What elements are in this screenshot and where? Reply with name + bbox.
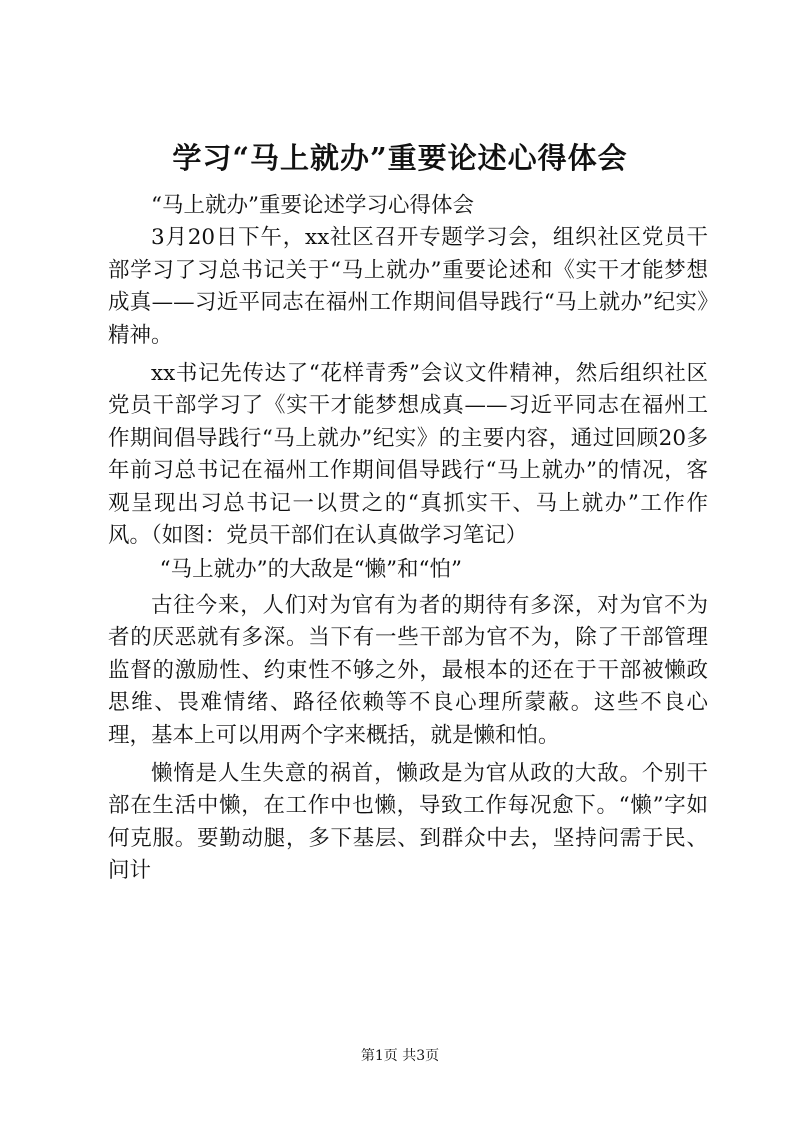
paragraph-section-1: 古往今来，人们对为官有为者的期待有多深，对为官不为者的厌恶就有多深。当下有一些干部为官不为，除了干部管理监督的激励性、约束性不够之外，最根本的还在于干部被懒政思维、畏难情绪、路径依赖等不良心理所蒙蔽。这些不良心理，基本上可以用两个字来概括，就是懒和怕。 — [108, 592, 708, 748]
paragraph-intro: 3月20日下午，xx社区召开专题学习会，组织社区党员干部学习了习总书记关于“马上就办”重要论述和《实干才能梦想成真——习近平同志在福州工作期间倡导践行“马上就办”纪实》精神。 — [108, 225, 708, 348]
page-number: 第1页 共3页 — [360, 1048, 440, 1064]
document-body — [108, 190, 708, 888]
document-title: 学习“马上就办”重要论述心得体会 — [172, 141, 628, 175]
section-heading: “马上就办”的大敌是“懒”和“怕” — [159, 557, 463, 583]
paragraph-section-2: 懒惰是人生失意的祸首，懒政是为官从政的大敌。个别干部在生活中懒，在工作中也懒，导致工作每况愈下。“懒”字如何克服。要勤动腿，多下基层、到群众中去，坚持问需于民、问计 — [108, 760, 708, 884]
paragraph-secretary: xx书记先传达了“花样青秀”会议文件精神，然后组织社区党员干部学习了《实干才能梦想成真——习近平同志在福州工作期间倡导践行“马上就办”纪实》的主要内容，通过回顾20多年前习总书记在福州工作期间倡导践行“马上就办”的情况，客观呈现出习总书记一以贯之的“真抓实干、马上就办”工作作风。（如图：党员干部们在认真做学习笔记） — [108, 361, 708, 549]
document-subtitle: “马上就办”重要论述学习心得体会 — [151, 193, 474, 218]
